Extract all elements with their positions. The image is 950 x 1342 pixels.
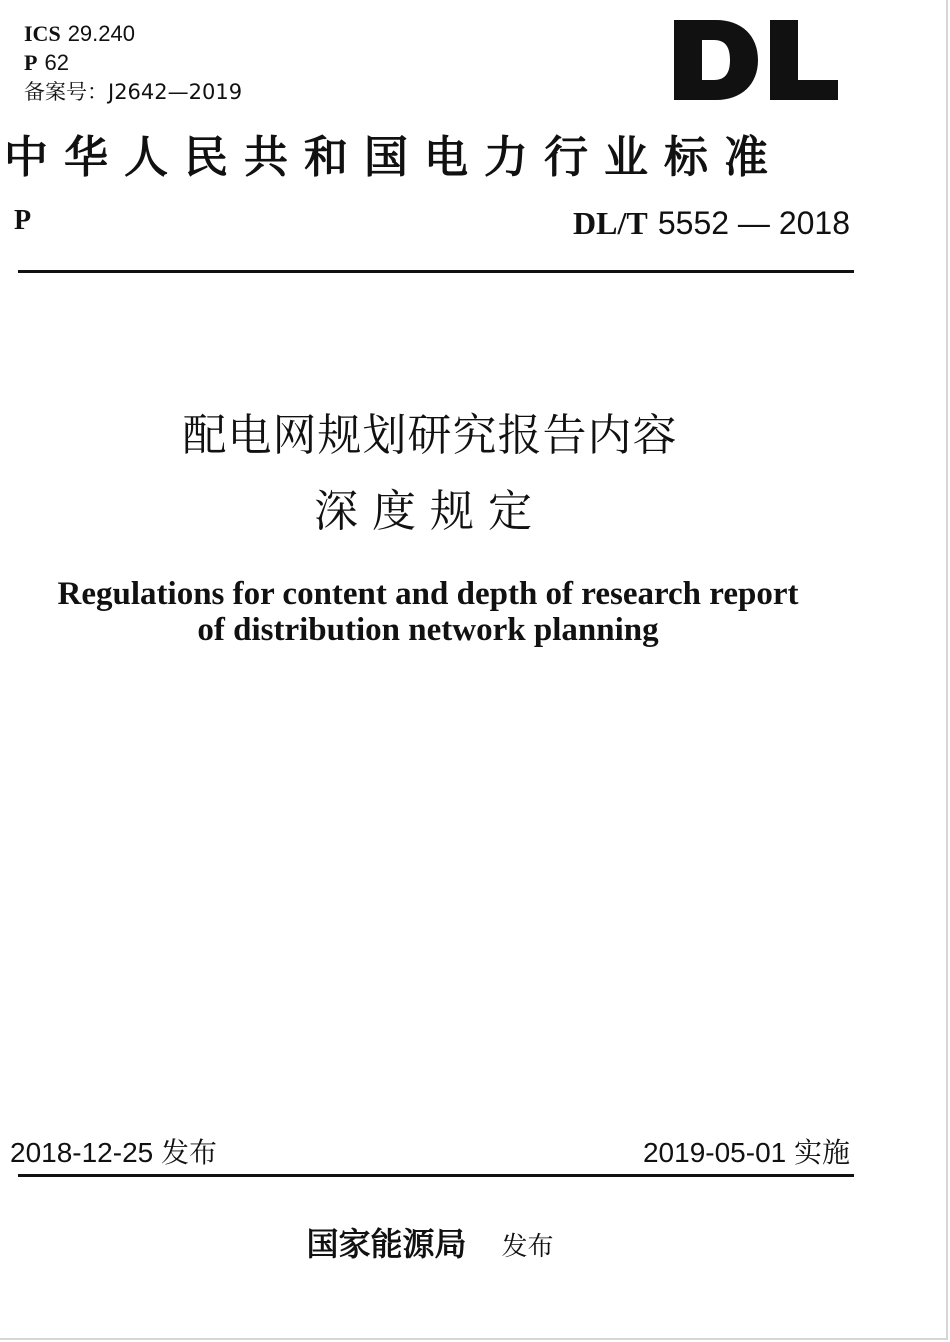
dl-logo: [672, 18, 840, 102]
classification-block: [24, 20, 242, 106]
standard-number-prefix: DL/T: [572, 205, 648, 241]
publisher-org: 国家能源局: [306, 1225, 467, 1263]
ccs-code: [24, 49, 242, 78]
ccs-label: P: [24, 50, 38, 75]
publisher-action: 发布: [501, 1232, 554, 1262]
implementation-date: 2019-05-01 实施: [642, 1137, 850, 1168]
bottom-divider: [18, 1174, 854, 1177]
ics-label: ICS: [24, 21, 61, 46]
standard-number: [573, 204, 850, 242]
top-divider: [18, 270, 854, 273]
ccs-value: 62: [44, 50, 69, 75]
standard-number-value: 5552 — 2018: [657, 205, 850, 241]
document-title-cn-line2: 深度规定: [314, 486, 546, 537]
classification-code: P: [14, 205, 32, 236]
record-number: 备案号：J2642—2019: [24, 80, 243, 104]
dl-logo-l: [770, 20, 838, 100]
standard-title: 中华人民共和国电力行业标准: [4, 132, 784, 183]
document-title-en-line2: of distribution network planning: [197, 612, 659, 648]
document-title-cn-line1: 配电网规划研究报告内容: [182, 410, 678, 461]
ics-value: 29.240: [67, 21, 135, 46]
ics-code: [24, 20, 242, 49]
dl-logo-d: [674, 20, 758, 100]
issue-date: 2018-12-25 发布: [10, 1137, 218, 1168]
document-title-en-line1: Regulations for content and depth of research report: [57, 576, 799, 612]
publisher: [0, 1224, 860, 1267]
